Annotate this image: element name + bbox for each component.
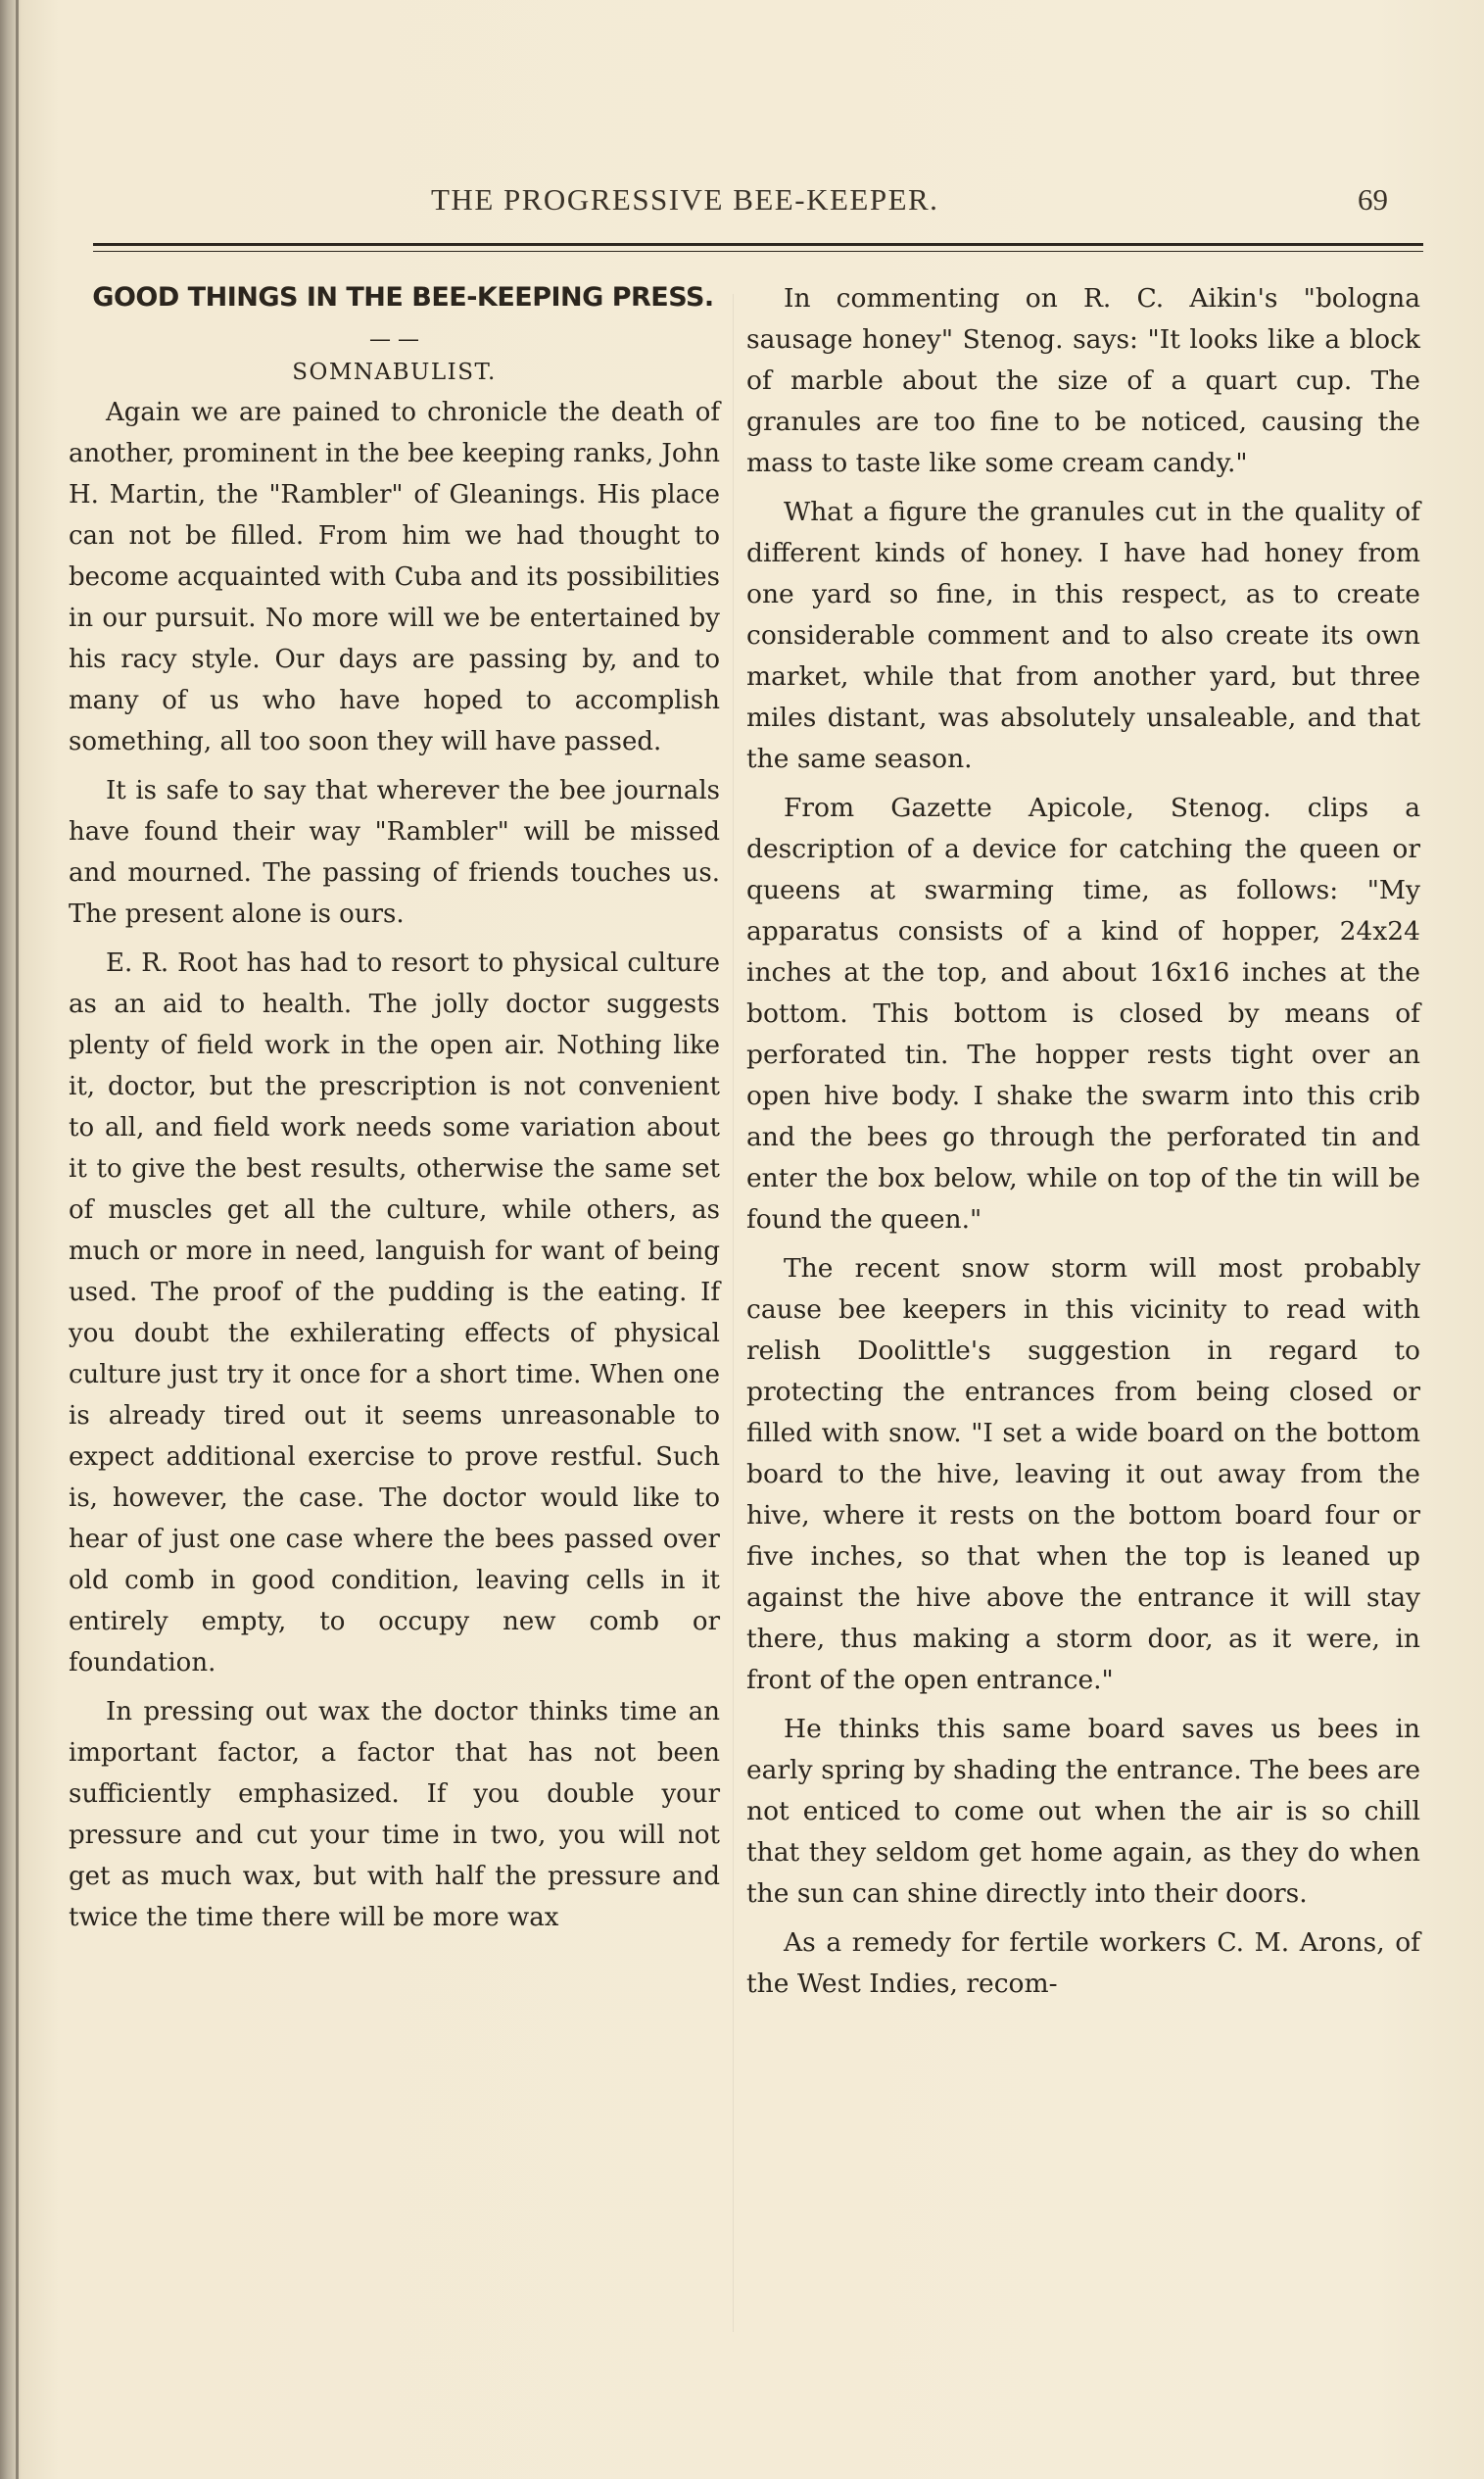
paragraph-board-shading: He thinks this same board saves us bees in early spring by shading the entrance. The bees are not enticed to come out when the air is so chill that they seldom get home again, as they do when the sun can shine directly into their doors. [746, 1714, 1420, 1909]
header-rule-thick [93, 243, 1423, 246]
paragraph-root-physical-culture: E. R. Root has had to resort to physical culture as an aid to health. The jolly doctor suggests plenty of field work in the open air. Nothing like it, doctor, but the prescription is not convenient to all, and field work needs some variation about it to give the best results, otherwise the same set of muscles get all the culture, while others, as much or more in need, languish for want of being used. The proof of the pudding is the eating. If you doubt the exhilerating effects of physical culture just try it once for a short time. When one is already tired out it seems unreasonable to expect additional exercise to prove restful. Such is, however, the case. The doctor would like to hear of just one case where the bees passed over old comb in good condition, leaving cells in it entirely empty, to occupy new comb or foundation. [69, 948, 720, 1677]
right-column [746, 278, 1420, 2013]
column-gutter [733, 294, 734, 2332]
paragraph-martin-obituary: Again we are pained to chronicle the death of another, prominent in the bee keeping ranks, John H. Martin, the "Rambler" of Gleanings. His place can not be filled. From him we had thought to become acquainted with Cuba and its possibilities in our pursuit. No more will we be entertained by his racy style. Our days are passing by, and to many of us who have hoped to accomplish something, all too soon they will have passed. [69, 398, 720, 756]
paragraph-rambler-missed: It is safe to say that wherever the bee journals have found their way "Rambler" will be missed and mourned. The passing of friends touches us. The present alone is ours. [69, 776, 720, 929]
page-number: 69 [1358, 182, 1388, 217]
article-byline: SOMNABULIST. [292, 360, 497, 385]
title-separator: — — [369, 327, 419, 352]
article-title: GOOD THINGS IN THE BEE-KEEPING PRESS. [92, 282, 714, 313]
paragraph-pressing-wax: In pressing out wax the doctor thinks time an important factor, a factor that has not been sufficiently emphasized. If you double your pressure and cut your time in two, you will not get as much wax, but with half the pressure and twice the time there will be more wax [69, 1697, 720, 1932]
header-rule-thin [93, 251, 1423, 252]
paragraph-granules-quality: What a figure the granules cut in the quality of different kinds of honey. I have had honey from one yard so fine, in this respect, as to create considerable comment and to also create its own market, while that from another yard, but three miles distant, was absolutely unsaleable, and that the same season. [746, 497, 1420, 774]
left-column [69, 278, 720, 1946]
running-head-title: THE PROGRESSIVE BEE-KEEPER. [431, 182, 939, 217]
paragraph-queen-catching-device: From Gazette Apicole, Stenog. clips a description of a device for catching the queen or queens at swarming time, as follows: "My apparatus consists of a kind of hopper, 24x24 inches at the top, and about 16x16 inches at the bottom. This bottom is closed by means of perforated tin. The hopper rests tight over an open hive body. I shake the swarm into this crib and the bees go through the perforated tin and enter the box below, while on top of the tin will be found the queen." [746, 793, 1420, 1235]
paragraph-fertile-workers: As a remedy for fertile workers C. M. Arons, of the West Indies, recom- [746, 1927, 1420, 1999]
paragraph-snow-storm-door: The recent snow storm will most probably cause bee keepers in this vicinity to read with relish Doolittle's suggestion in regard to protecting the entrances from being closed or filled with snow. "I set a wide board on the bottom board to the hive, leaving it out away from the hive, where it rests on the bottom board four or five inches, so that when the top is leaned up against the hive above the entrance it will stay there, thus making a storm door, as it were, in front of the open entrance." [746, 1253, 1420, 1695]
paragraph-bologna-honey: In commenting on R. C. Aikin's "bologna sausage honey" Stenog. says: "It looks like a block of marble about the size of a quart cup. The granules are too fine to be noticed, causing the mass to taste like some cream candy." [746, 283, 1420, 478]
binding-edge [16, 0, 19, 2479]
